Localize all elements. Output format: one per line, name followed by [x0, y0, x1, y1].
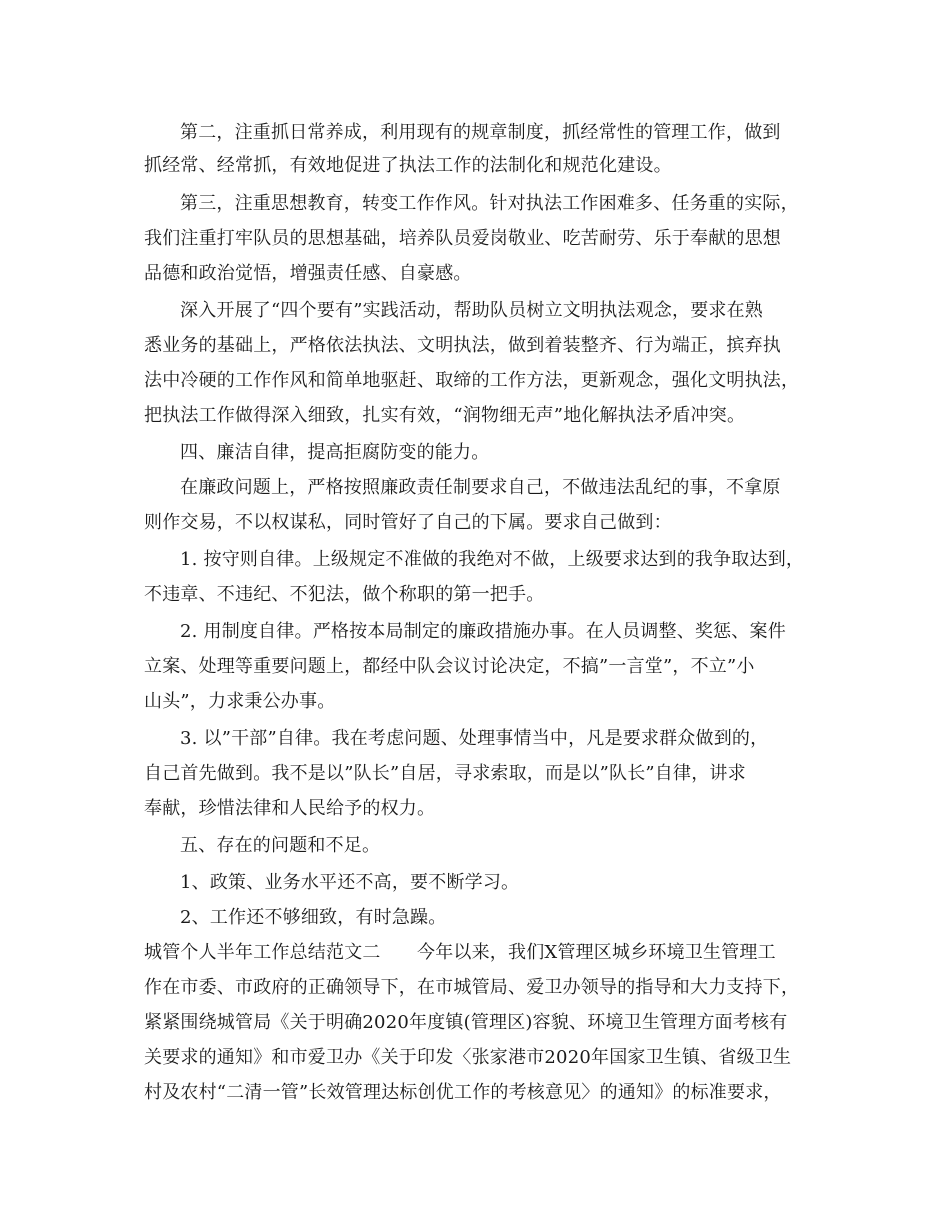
paragraph-line: 第二，注重抓日常养成，利用现有的规章制度，抓经常性的管理工作，做到 [180, 122, 781, 143]
paragraph-line: 品德和政治觉悟，增强责任感、自豪感。 [144, 263, 472, 284]
paragraph-line: 悉业务的基础上，严格依法执法、文明执法，做到着装整齐、行为端正，摈弃执 [144, 335, 781, 356]
list-item: 1、政策、业务水平还不高，要不断学习。 [180, 872, 520, 893]
paragraph-line: 法中冷硬的工作作风和简单地驱赶、取缔的工作方法，更新观念，强化文明执法， [144, 370, 800, 391]
paragraph-line: 深入开展了“四个要有”实践活动，帮助队员树立文明执法观念，要求在熟 [180, 300, 764, 321]
section-heading: 四、廉洁自律，提高拒腐防变的能力。 [180, 442, 490, 463]
paragraph-line: 村及农村“二清一管”长效管理达标创优工作的考核意见〉的通知》的标准要求， [144, 1082, 782, 1103]
paragraph-line: 作在市委、市政府的正确领导下，在市城管局、爱卫办领导的指导和大力支持下， [144, 977, 800, 998]
paragraph-line: 奉献，珍惜法律和人民给予的权力。 [144, 798, 436, 819]
paragraph-line: 山头”，力求秉公办事。 [144, 691, 336, 712]
paragraph-line: 关要求的通知》和市爱卫办《关于印发〈张家港市2020年国家卫生镇、省级卫生 [144, 1047, 792, 1068]
paragraph-line: 则作交易，不以权谋私，同时管好了自己的下属。要求自己做到： [144, 512, 672, 533]
list-item: 3. 以”干部”自律。我在考虑问题、处理事情当中，凡是要求群众做到的， [180, 728, 769, 749]
paragraph-line: 立案、处理等重要问题上，都经中队会议讨论决定，不搞”一言堂”，不立”小 [144, 656, 755, 677]
paragraph-line: 把执法工作做得深入细致，扎实有效，“润物细无声”地化解执法矛盾冲突。 [144, 405, 746, 426]
paragraph-line: 紧紧围绕城管局《关于明确2020年度镇(管理区)容貌、环境卫生管理方面考核有 [144, 1012, 788, 1033]
paragraph-line: 第三，注重思想教育，转变工作作风。针对执法工作困难多、任务重的实际， [180, 193, 799, 214]
paragraph-line: 城管个人半年工作总结范文二 今年以来，我们X管理区城乡环境卫生管理工 [144, 942, 776, 963]
list-item: 2. 用制度自律。严格按本局制定的廉政措施办事。在人员调整、奖惩、案件 [180, 621, 786, 642]
list-item: 2、工作还不够细致，有时急躁。 [180, 907, 447, 928]
paragraph-line: 自己首先做到。我不是以”队长”自居，寻求索取，而是以”队长”自律，讲求 [144, 763, 746, 784]
paragraph-line: 我们注重打牢队员的思想基础，培养队员爱岗敬业、吃苦耐劳、乐于奉献的思想 [144, 228, 781, 249]
paragraph-line: 在廉政问题上，严格按照廉政责任制要求自己，不做违法乱纪的事，不拿原 [180, 477, 781, 498]
list-item: 1. 按守则自律。上级规定不准做的我绝对不做，上级要求达到的我争取达到， [180, 549, 805, 570]
section-heading: 五、存在的问题和不足。 [180, 835, 381, 856]
paragraph-line: 抓经常、经常抓，有效地促进了执法工作的法制化和规范化建设。 [144, 155, 672, 176]
paragraph-line: 不违章、不违纪、不犯法，做个称职的第一把手。 [144, 584, 545, 605]
